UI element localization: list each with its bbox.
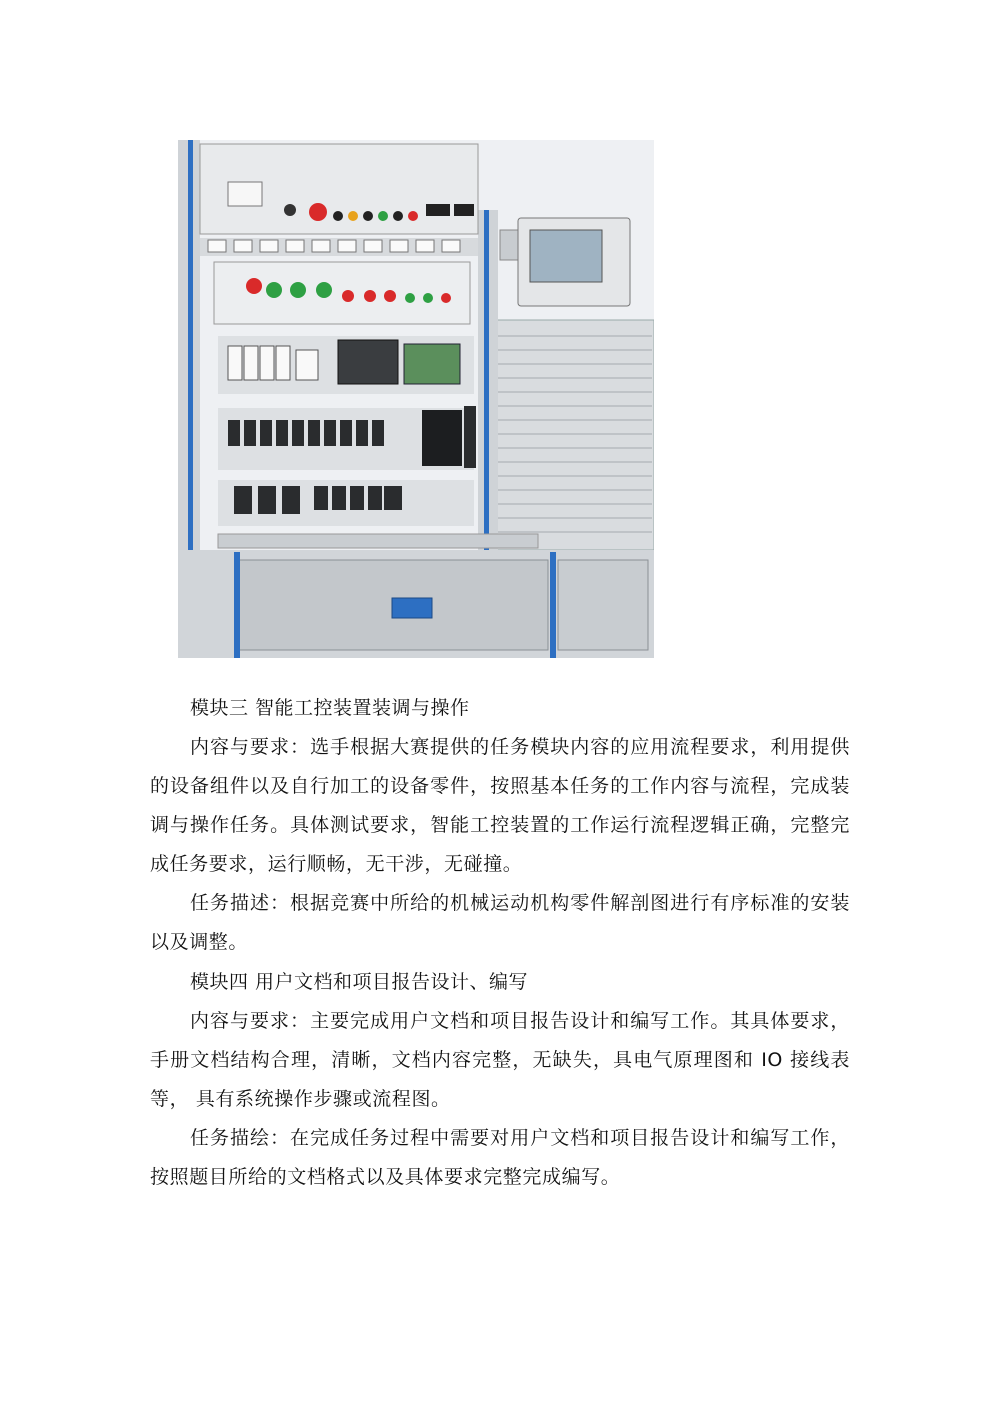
module3-requirements: 内容与要求：选手根据大赛提供的任务模块内容的应用流程要求，利用提供的设备组件以及自行加工的设备零件，按照基本任务的工作内容与流程，完成装调与操作任务。具体测试要求，智能工控装置的工作运行流程逻辑正确，完整完成任务要求，运行顺畅，无干涉，无碰撞。 — [150, 736, 850, 875]
module3-heading: 模块三 智能工控装置装调与操作 — [190, 697, 470, 719]
training-rig-photo — [178, 140, 654, 658]
module4-description: 任务描绘：在完成任务过程中需要对用户文档和项目报告设计和编写工作，按照题目所给的文档格式以及具体要求完整完成编写。 — [150, 1127, 850, 1188]
module3-description: 任务描述：根据竞赛中所给的机械运动机构零件解剖图进行有序标准的安装以及调整。 — [150, 892, 850, 953]
module4-requirements: 内容与要求：主要完成用户文档和项目报告设计和编写工作。其具体要求，手册文档结构合理，清晰，文档内容完整，无缺失，具电气原理图和 IO 接线表等， 具有系统操作步骤或流程图。 — [150, 1010, 850, 1110]
training-rig-illustration — [178, 140, 654, 658]
document-body — [150, 688, 850, 1197]
module4-heading: 模块四 用户文档和项目报告设计、编写 — [190, 971, 529, 993]
